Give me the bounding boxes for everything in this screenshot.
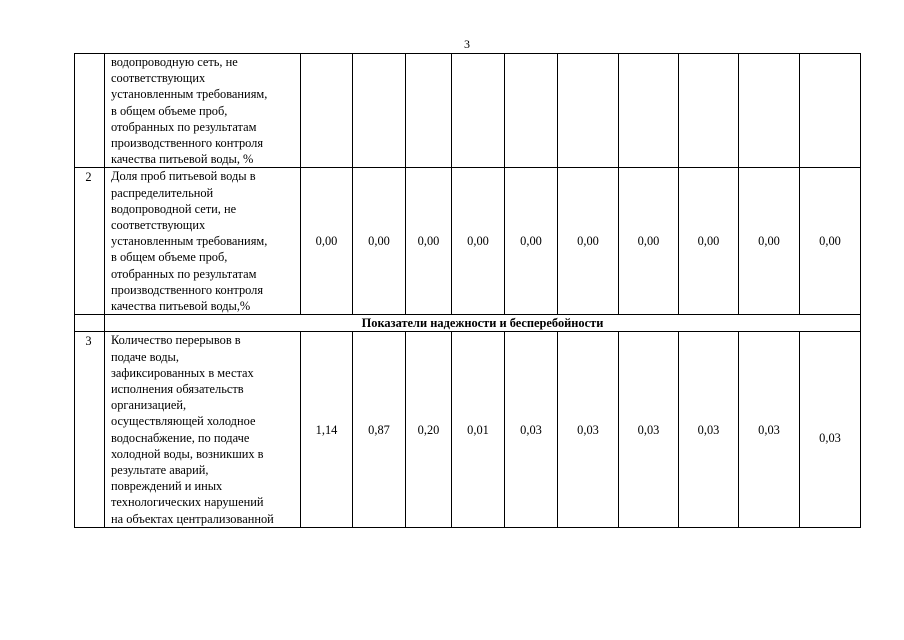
value-cell: 0,00	[800, 168, 861, 315]
description-line: на объектах централизованной	[111, 511, 274, 526]
value-cell	[619, 54, 679, 168]
description-line: соответствующих	[111, 71, 206, 86]
description-line: технологических нарушений	[111, 495, 264, 510]
description-line: отобранных по результатам	[111, 119, 257, 134]
row-description	[105, 332, 301, 527]
description-line: исполнения обязательств	[111, 382, 244, 397]
description-line: осуществляющей холодное	[111, 414, 256, 429]
table-row	[75, 54, 861, 168]
value-cell	[800, 332, 861, 527]
description-line: распределительной	[111, 185, 214, 200]
description-line: зафиксированных в местах	[111, 365, 254, 380]
description-line: в общем объеме проб,	[111, 103, 228, 118]
table-row	[75, 168, 861, 315]
table-row	[75, 332, 861, 527]
value-cell: 0,20	[406, 332, 452, 527]
value-cell: 0,00	[452, 168, 505, 315]
value-cell: 0,00	[739, 168, 800, 315]
row-number: 2	[85, 170, 92, 185]
value-cell: 0,00	[505, 168, 558, 315]
page-number: 3	[464, 37, 470, 51]
value-cell: 0,00	[619, 168, 679, 315]
value-cell: 0,03	[558, 332, 619, 527]
description-line: производственного контроля	[111, 282, 264, 297]
description-line: Количество перерывов в	[111, 333, 241, 348]
value-cell: 1,14	[301, 332, 353, 527]
description-line: установленным требованиям,	[111, 234, 268, 249]
value-cell: 0,00	[679, 168, 739, 315]
row-number-cell	[75, 168, 105, 315]
value-cell	[301, 54, 353, 168]
description-line: результате аварий,	[111, 463, 209, 478]
row-number-cell	[75, 54, 105, 168]
value-cell: 0,00	[353, 168, 406, 315]
value-cell	[558, 54, 619, 168]
value-cell	[452, 54, 505, 168]
value-cell	[353, 54, 406, 168]
section-row	[75, 315, 861, 332]
value-cell: 0,03	[679, 332, 739, 527]
row-number	[75, 54, 105, 55]
description-line: водопроводную сеть, не	[111, 55, 238, 69]
description-line: водоснабжение, по подаче	[111, 430, 250, 445]
value-cell	[800, 54, 861, 168]
indicators-table	[74, 53, 861, 528]
description-line: водопроводной сети, не	[111, 201, 237, 216]
value-cell	[679, 54, 739, 168]
description-line: Доля проб питьевой воды в	[111, 169, 256, 184]
value-cell	[406, 54, 452, 168]
description-line: организацией,	[111, 398, 187, 413]
description-line: подаче воды,	[111, 349, 179, 364]
description-line: качества питьевой воды,%	[111, 299, 251, 314]
value-cell: 0,00	[406, 168, 452, 315]
value-cell: 0,00	[301, 168, 353, 315]
value-cell: 0,03	[505, 332, 558, 527]
row-description	[105, 168, 301, 315]
value-cell: 0,00	[558, 168, 619, 315]
value-text: 0,03	[819, 430, 841, 445]
description-line: холодной воды, возникших в	[111, 446, 264, 461]
description-line: соответствующих	[111, 218, 206, 233]
row-number-cell	[75, 332, 105, 527]
value-cell: 0,03	[619, 332, 679, 527]
value-cell: 0,87	[353, 332, 406, 527]
description-line: установленным требованиям,	[111, 87, 268, 102]
row-description	[105, 54, 301, 168]
description-line: качества питьевой воды, %	[111, 152, 254, 167]
value-cell: 0,03	[739, 332, 800, 527]
value-cell: 0,01	[452, 332, 505, 527]
value-cell	[739, 54, 800, 168]
section-heading: Показатели надежности и бесперебойности	[105, 315, 861, 332]
value-cell	[505, 54, 558, 168]
description-line: в общем объеме проб,	[111, 250, 228, 265]
section-number-cell	[75, 315, 105, 332]
description-line: отобранных по результатам	[111, 266, 257, 281]
description-line: повреждений и иных	[111, 479, 223, 494]
row-number: 3	[85, 334, 92, 349]
description-line: производственного контроля	[111, 136, 264, 151]
